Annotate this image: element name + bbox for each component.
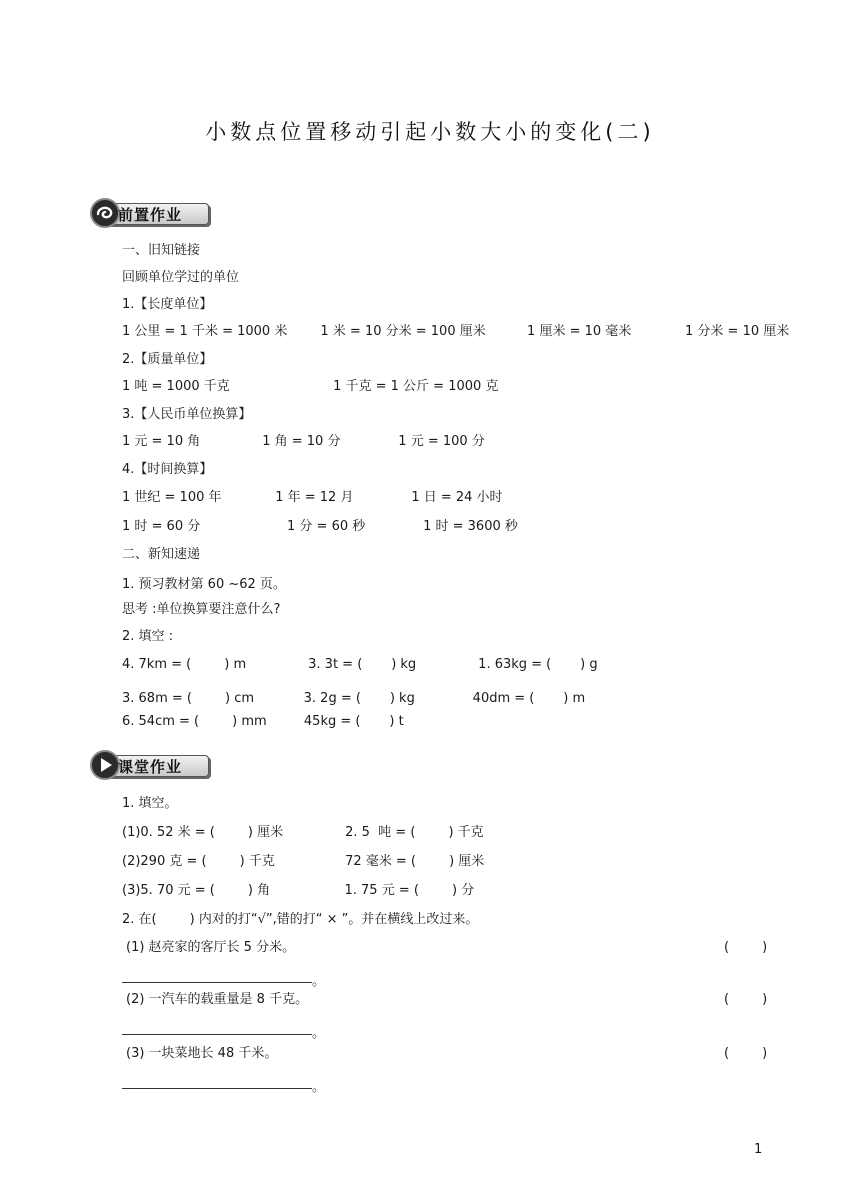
- text-line: 2.【质量单位】: [122, 352, 213, 367]
- section-banner-pre: [88, 198, 210, 230]
- judge-item: (1) 赵亮家的客厅长 5 分米。: [126, 940, 296, 955]
- text-line: 2. 填空 :: [122, 629, 174, 644]
- text-line: 二、新知速递: [122, 547, 201, 562]
- text-line: 1 吨 = 1000 千克 1 千克 = 1 公斤 = 1000 克: [122, 379, 499, 394]
- text-line: 1. 预习教材第 60 ~62 页。: [122, 577, 286, 592]
- answer-line: [122, 1088, 312, 1089]
- text-line: 一、旧知链接: [122, 243, 201, 258]
- text-line: 1 世纪 = 100 年 1 年 = 12 月 1 日 = 24 小时: [122, 490, 503, 505]
- text-line: 1 公里 = 1 千米 = 1000 米 1 米 = 10 分米 = 100 厘米 1 厘米 = 10 毫米 1 分米 = 10 厘米: [122, 324, 790, 339]
- judge-bracket: ( ): [724, 1046, 768, 1061]
- text-line: 4.【时间换算】: [122, 462, 213, 477]
- text-line: 1. 填空。: [122, 796, 178, 811]
- text-line: 1 元 = 10 角 1 角 = 10 分 1 元 = 100 分: [122, 434, 485, 449]
- section-label: 课堂作业: [118, 758, 183, 776]
- fill-blank-line: 6. 54cm = ( ) mm 45kg = ( ) t: [122, 714, 404, 729]
- judge-item: (2) 一汽车的载重量是 8 千克。: [126, 992, 309, 1007]
- text-line: 回顾单位学过的单位: [122, 270, 240, 285]
- answer-line: [122, 982, 312, 983]
- page-title: 小数点位置移动引起小数大小的变化(二): [205, 120, 655, 144]
- text-line: 1.【长度单位】: [122, 297, 213, 312]
- period-mark: 。: [312, 974, 326, 989]
- answer-line: [122, 1034, 312, 1035]
- judge-bracket: ( ): [724, 940, 768, 955]
- text-line: 2. 在( ) 内对的打“√”,错的打“ × ”。并在横线上改过来。: [122, 912, 479, 927]
- section-banner-class: [88, 750, 210, 782]
- text-line: 3.【人民币单位换算】: [122, 407, 252, 422]
- fill-blank-line: 4. 7km = ( ) m 3. 3t = ( ) kg 1. 63kg = ( ) g: [122, 657, 598, 672]
- fill-blank-line: (3)5. 70 元 = ( ) 角 1. 75 元 = ( ) 分: [122, 883, 475, 898]
- text-line: 1 时 = 60 分 1 分 = 60 秒 1 时 = 3600 秒: [122, 519, 518, 534]
- judge-item: (3) 一块菜地长 48 千米。: [126, 1046, 278, 1061]
- fill-blank-line: (1)0. 52 米 = ( ) 厘米 2. 5 吨 = ( ) 千克: [122, 825, 484, 840]
- swirl-icon: [90, 198, 120, 228]
- text-line: 思考 :单位换算要注意什么?: [122, 602, 281, 617]
- section-label: 前置作业: [118, 206, 183, 224]
- judge-bracket: ( ): [724, 992, 768, 1007]
- fill-blank-line: 3. 68m = ( ) cm 3. 2g = ( ) kg 40dm = ( ) m: [122, 691, 586, 706]
- period-mark: 。: [312, 1080, 326, 1095]
- page-number: 1: [754, 1142, 763, 1157]
- fill-blank-line: (2)290 克 = ( ) 千克 72 毫米 = ( ) 厘米: [122, 854, 485, 869]
- play-icon: [90, 750, 120, 780]
- period-mark: 。: [312, 1026, 326, 1041]
